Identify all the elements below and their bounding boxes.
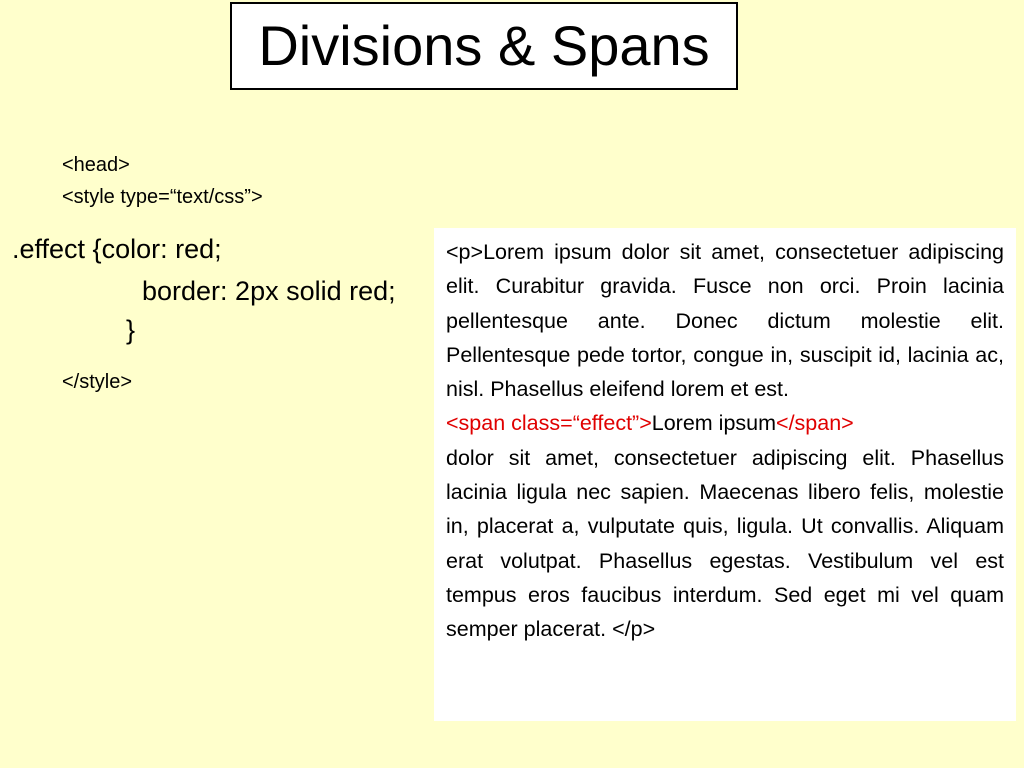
title-box — [230, 2, 738, 90]
code-rule-close: } — [126, 315, 136, 345]
paragraph-outro: dolor sit amet, consectetuer adipiscing elit. Phasellus lacinia ligula nec sapien. Maecenas libero felis, molestie in, placerat a, vulputate quis, ligula. Ut convallis. Aliquam erat volutpat. Phasellus egestas. Vestibulum vel est tempus eros faucibus interdum. Sed eget mi vel quam semper placerat. </p> — [446, 445, 1004, 642]
page-title: Divisions & Spans — [258, 14, 710, 77]
code-style-open: <style type=“text/css”> — [62, 186, 263, 208]
span-example-line — [446, 406, 1004, 440]
span-text: Lorem ipsum — [651, 411, 777, 436]
paragraph-intro: <p>Lorem ipsum dolor sit amet, consectetuer adipiscing elit. Curabitur gravida. Fusce non orci. Proin lacinia pellentesque ante. Donec dictum molestie elit. Pellentesque pede tortor, congue in, suscipit id, lacinia ac, nisl. Phasellus eleifend lorem et est. — [446, 240, 1004, 402]
code-style-close: </style> — [62, 371, 133, 393]
code-rule-selector: .effect {color: red; — [12, 234, 222, 264]
span-close-tag: </span> — [776, 411, 854, 436]
code-head-tag: <head> — [62, 154, 130, 176]
code-rule-border: border: 2px solid red; — [142, 276, 396, 306]
paragraph-example-box — [434, 228, 1016, 721]
span-open-tag: <span class=“effect”> — [446, 411, 652, 436]
